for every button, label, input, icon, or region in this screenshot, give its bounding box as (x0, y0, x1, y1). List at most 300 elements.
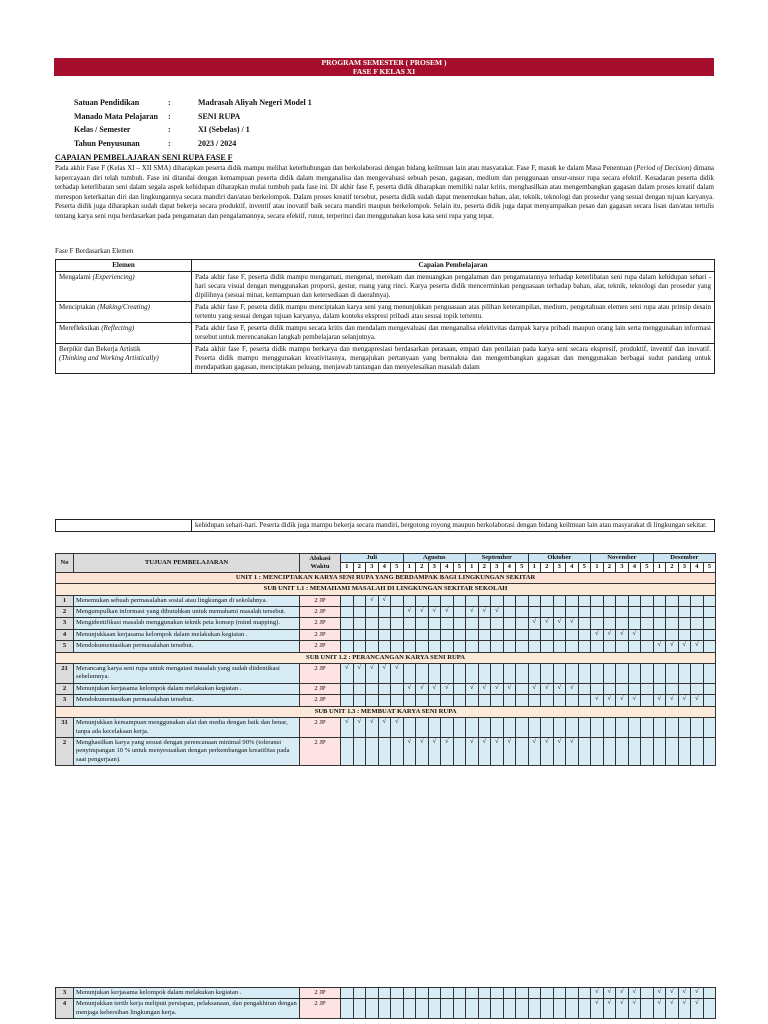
week-check-mark: √ (566, 737, 579, 765)
week-check-mark: √ (491, 683, 504, 694)
week-cell (478, 988, 491, 999)
tp-row-alokasi: 2 JP (300, 664, 341, 684)
tp-row-alokasi: 2 JP (300, 999, 341, 1019)
tp-row (56, 641, 716, 652)
week-cell (691, 595, 704, 606)
week-check-mark: √ (591, 695, 604, 706)
week-cell (391, 607, 404, 618)
tp-row-text: Mendokumentasikan permasalahan tersebut. (74, 695, 300, 706)
month-header: September (466, 554, 529, 563)
week-cell (453, 664, 466, 684)
identity-key: Satuan Pendidikan (74, 98, 140, 107)
week-cell (453, 737, 466, 765)
tp-row-alokasi: 2 JP (300, 595, 341, 606)
elemen-name-en: (Experiencing) (92, 273, 135, 281)
week-cell (553, 695, 566, 706)
week-check-mark: √ (416, 683, 429, 694)
week-check-mark: √ (653, 988, 666, 999)
week-cell (503, 988, 516, 999)
week-check-mark: √ (428, 737, 441, 765)
week-cell (628, 683, 641, 694)
week-cell (353, 695, 366, 706)
week-cell (528, 988, 541, 999)
week-check-mark: √ (416, 737, 429, 765)
elemen-capaian: Pada akhir fase F, peserta didik mampu mengamati, mengenal, merekam dan menuangkan pengalaman dan pengamatannya terhadap keterlibatan seni rupa dalam kehidupan sehari -hari secara visual dengan menggunakan proporsi, gestur, ruang yang rinci. Karya peserta didik mencerminkan penguasaan terhadap bahan, alat, teknik, teknologi dan prosedur yang dipilihnya (sesuai minat, kemampuan dan ketersediaan di daerahnya). (192, 272, 715, 302)
week-check-mark: √ (341, 664, 354, 684)
week-cell (691, 683, 704, 694)
week-check-mark: √ (666, 999, 679, 1019)
elemen-capaian: Pada akhir fase F, peserta didik mampu berkarya dan mengapresiasi berdasarkan perasaan, empati dan penilaian pada karya seni secara ekspresif, produktif, inventif dan inovatif. Peserta didik mampu menggunakan kreativitasnya, mengajukan pertanyaan yang bermakna dan mengembangkan gagasan dan menggunakan berbagai sudut pandang untuk mendapatkan gagasan, menciptakan peluang, menjawab tantangan dan menyelesaikan masalah dalam (192, 344, 715, 374)
identity-colon: : (168, 98, 171, 107)
tp-row (56, 629, 716, 640)
tp-row (56, 618, 716, 629)
week-check-mark: √ (541, 737, 554, 765)
week-check-mark: √ (466, 607, 479, 618)
week-cell (591, 683, 604, 694)
identity-value: SENI RUPA (198, 111, 241, 121)
week-cell (703, 618, 716, 629)
week-cell (378, 999, 391, 1019)
week-cell (566, 641, 579, 652)
week-cell (641, 629, 654, 640)
week-cell (553, 607, 566, 618)
week-cell (566, 695, 579, 706)
week-cell (503, 595, 516, 606)
week-cell (678, 618, 691, 629)
week-cell (378, 683, 391, 694)
tp-row (56, 737, 716, 765)
week-cell (691, 718, 704, 738)
week-cell (428, 988, 441, 999)
week-cell (503, 607, 516, 618)
week-cell (466, 664, 479, 684)
tp-row-alokasi: 2 JP (300, 695, 341, 706)
week-cell (703, 999, 716, 1019)
week-cell (503, 718, 516, 738)
elemen-name-cell (56, 344, 192, 374)
week-cell (653, 683, 666, 694)
week-check-mark: √ (366, 595, 379, 606)
tp-row-alokasi: 2 JP (300, 607, 341, 618)
week-cell (616, 683, 629, 694)
week-number: 3 (678, 563, 691, 572)
week-cell (516, 595, 529, 606)
week-cell (391, 737, 404, 765)
elemen-capaian: Pada akhir fase F, peserta didik mampu menciptakan karya seni yang menunjukkan penguasaan atas pilihan keterampilan, medium, pengetahuan elemen seni rupa atau prinsip desain tertentu yang sesuai dengan tujuan karyanya, dalam konteks ekspresi pribadi atau sesuai topik tertentu. (192, 302, 715, 323)
week-number: 3 (428, 563, 441, 572)
week-cell (453, 618, 466, 629)
week-cell (628, 718, 641, 738)
week-cell (703, 607, 716, 618)
week-cell (603, 595, 616, 606)
week-cell (516, 618, 529, 629)
week-cell (691, 664, 704, 684)
identity-row (74, 111, 312, 123)
week-cell (516, 695, 529, 706)
fase-label: Fase F Berdasarkan Elemen (55, 247, 134, 255)
week-cell (666, 683, 679, 694)
week-cell (453, 999, 466, 1019)
elemen-name: Mengalami (59, 273, 93, 281)
week-cell (353, 629, 366, 640)
week-cell (541, 988, 554, 999)
week-cell (691, 618, 704, 629)
identity-key: Kelas / Semester (74, 125, 131, 134)
week-cell (391, 595, 404, 606)
week-check-mark: √ (366, 664, 379, 684)
no-header: No (56, 554, 74, 573)
week-cell (391, 641, 404, 652)
week-cell (478, 695, 491, 706)
tujuan-pembelajaran-table (55, 553, 716, 766)
week-cell (441, 664, 454, 684)
week-check-mark: √ (478, 737, 491, 765)
week-check-mark: √ (503, 737, 516, 765)
week-cell (466, 629, 479, 640)
week-cell (503, 618, 516, 629)
week-check-mark: √ (691, 988, 704, 999)
week-cell (453, 641, 466, 652)
week-cell (553, 999, 566, 1019)
week-cell (416, 618, 429, 629)
unit-row (56, 572, 716, 583)
tp-row-number: 3 (56, 618, 74, 629)
week-cell (628, 641, 641, 652)
tp-row-alokasi: 2 JP (300, 641, 341, 652)
week-cell (366, 607, 379, 618)
week-cell (366, 618, 379, 629)
elemen-name: Merefleksikan (59, 324, 102, 332)
week-check-mark: √ (666, 695, 679, 706)
tp-row-alokasi: 2 JP (300, 629, 341, 640)
tp-row-number: 2 (56, 683, 74, 694)
week-cell (491, 988, 504, 999)
week-cell (528, 641, 541, 652)
week-cell (566, 607, 579, 618)
tujuan-header: TUJUAN PEMBELAJARAN (74, 554, 300, 573)
week-cell (703, 737, 716, 765)
week-cell (691, 737, 704, 765)
elemen-name-cell (56, 302, 192, 323)
week-check-mark: √ (353, 718, 366, 738)
tp-row-alokasi: 2 JP (300, 618, 341, 629)
week-cell (478, 595, 491, 606)
week-cell (653, 595, 666, 606)
identity-colon: : (168, 125, 171, 134)
sub-unit-title: SUB UNIT 1.3 : MEMBUAT KARYA SENI RUPA (56, 706, 716, 717)
elemen-name: Menciptakan (59, 303, 98, 311)
week-cell (641, 988, 654, 999)
week-check-mark: √ (466, 683, 479, 694)
week-cell (453, 629, 466, 640)
tp-row-alokasi: 2 JP (300, 683, 341, 694)
tp-row-text: Menunjukkan kemampuan menggunakan alat dan media dengan baik dan benar, tanpa ada kecelakaan kerja. (74, 718, 300, 738)
tp-header-months (56, 554, 716, 563)
week-cell (341, 999, 354, 1019)
week-cell (578, 718, 591, 738)
week-cell (491, 618, 504, 629)
capaian-header: Capaian Pembelajaran (192, 260, 715, 272)
week-cell (503, 695, 516, 706)
week-cell (491, 695, 504, 706)
week-cell (366, 695, 379, 706)
week-cell (553, 988, 566, 999)
week-cell (403, 988, 416, 999)
week-cell (453, 595, 466, 606)
week-cell (341, 595, 354, 606)
week-cell (491, 641, 504, 652)
week-cell (478, 629, 491, 640)
week-cell (678, 629, 691, 640)
week-check-mark: √ (603, 988, 616, 999)
week-cell (541, 718, 554, 738)
week-cell (516, 683, 529, 694)
week-check-mark: √ (678, 641, 691, 652)
week-check-mark: √ (428, 683, 441, 694)
week-cell (478, 718, 491, 738)
week-cell (553, 629, 566, 640)
identity-row (74, 124, 312, 136)
cp-text-1: Pada akhir Fase F (Kelas XI – XII SMA) diharapkan peserta didik mampu melihat keterhubungan dan berkolaborasi dengan bidang keilmuan lain atau masyarakat. Fase F, masuk ke dalam Masa Penentuan ( (55, 164, 637, 172)
week-number: 1 (466, 563, 479, 572)
week-cell (541, 595, 554, 606)
week-cell (478, 641, 491, 652)
week-check-mark: √ (491, 607, 504, 618)
week-cell (666, 718, 679, 738)
week-cell (428, 595, 441, 606)
week-cell (566, 595, 579, 606)
week-check-mark: √ (653, 641, 666, 652)
week-cell (666, 629, 679, 640)
week-cell (441, 999, 454, 1019)
week-cell (378, 988, 391, 999)
week-check-mark: √ (691, 695, 704, 706)
week-check-mark: √ (591, 629, 604, 640)
week-cell (516, 737, 529, 765)
week-number: 1 (591, 563, 604, 572)
week-cell (553, 664, 566, 684)
week-cell (341, 683, 354, 694)
week-cell (703, 718, 716, 738)
week-check-mark: √ (553, 683, 566, 694)
week-number: 3 (616, 563, 629, 572)
week-check-mark: √ (541, 618, 554, 629)
week-cell (516, 988, 529, 999)
identity-key: Tahun Penyusunan (74, 138, 140, 148)
identity-key: Manado Mata Pelajaran (74, 111, 158, 121)
tp-row (56, 664, 716, 684)
tp-row-number: 1 (56, 595, 74, 606)
week-cell (453, 695, 466, 706)
week-check-mark: √ (403, 683, 416, 694)
week-cell (516, 629, 529, 640)
week-cell (566, 988, 579, 999)
elemen-name-en: (Thinking and Working Artistically) (59, 354, 159, 362)
week-check-mark: √ (553, 737, 566, 765)
week-cell (541, 664, 554, 684)
week-check-mark: √ (566, 683, 579, 694)
tp-row-alokasi: 2 JP (300, 988, 341, 999)
week-cell (666, 607, 679, 618)
page-subtitle: FASE F KELAS XI (352, 67, 416, 76)
week-cell (641, 618, 654, 629)
week-cell (353, 607, 366, 618)
tp-row-number: 3 (56, 695, 74, 706)
elemen-name-cell (56, 272, 192, 302)
week-cell (603, 718, 616, 738)
tp-row (56, 683, 716, 694)
tp-row (56, 718, 716, 738)
week-number: 1 (403, 563, 416, 572)
week-cell (503, 641, 516, 652)
tp-row-number: 4 (56, 629, 74, 640)
month-header: Juli (341, 554, 404, 563)
week-cell (578, 641, 591, 652)
week-check-mark: √ (378, 664, 391, 684)
week-cell (641, 718, 654, 738)
week-cell (366, 683, 379, 694)
week-cell (453, 683, 466, 694)
week-cell (541, 629, 554, 640)
week-cell (528, 607, 541, 618)
week-cell (653, 718, 666, 738)
week-cell (416, 695, 429, 706)
week-cell (391, 695, 404, 706)
week-cell (616, 607, 629, 618)
week-check-mark: √ (353, 664, 366, 684)
week-number: 4 (691, 563, 704, 572)
week-cell (353, 737, 366, 765)
week-check-mark: √ (616, 999, 629, 1019)
week-cell (616, 718, 629, 738)
week-check-mark: √ (403, 607, 416, 618)
tp-row-text: Mendokumentasikan permasalahan tersebut. (74, 641, 300, 652)
week-check-mark: √ (378, 595, 391, 606)
week-cell (416, 629, 429, 640)
week-check-mark: √ (428, 607, 441, 618)
month-header: Oktober (528, 554, 591, 563)
week-number: 2 (603, 563, 616, 572)
week-cell (503, 629, 516, 640)
tp-row (56, 607, 716, 618)
week-cell (391, 629, 404, 640)
week-check-mark: √ (678, 999, 691, 1019)
elemen-name-en: (Making/Creating) (97, 303, 150, 311)
week-cell (341, 618, 354, 629)
week-cell (416, 664, 429, 684)
week-check-mark: √ (603, 999, 616, 1019)
week-number: 2 (666, 563, 679, 572)
week-cell (353, 999, 366, 1019)
week-cell (441, 641, 454, 652)
week-cell (666, 664, 679, 684)
week-cell (453, 718, 466, 738)
continuation-text: kehidupan sehari-hari. Peserta didik juga mampu bekerja secara mandiri, bergotong royong maupun berkolaborasi dengan bidang keilmuan lain atau masyarakat di lingkungan sekitar. (192, 520, 715, 532)
unit-title: UNIT 1 : MENCIPTAKAN KARYA SENI RUPA YANG BERDAMPAK BAGI LINGKUNGAN SEKITAR (56, 572, 716, 583)
week-cell (366, 641, 379, 652)
month-header: November (591, 554, 654, 563)
week-cell (591, 618, 604, 629)
week-cell (578, 737, 591, 765)
week-number: 5 (391, 563, 404, 572)
week-cell (703, 988, 716, 999)
week-cell (578, 607, 591, 618)
week-cell (603, 641, 616, 652)
week-cell (428, 695, 441, 706)
week-cell (616, 618, 629, 629)
week-cell (441, 595, 454, 606)
week-cell (703, 695, 716, 706)
week-cell (353, 618, 366, 629)
week-cell (516, 999, 529, 1019)
week-cell (441, 988, 454, 999)
tp-row-text: Menunjukkaan kerjasama kelompok dalam melakukan kegiatan . (74, 629, 300, 640)
week-cell (578, 618, 591, 629)
elemen-row (56, 344, 715, 374)
week-cell (341, 695, 354, 706)
week-cell (653, 618, 666, 629)
week-cell (516, 664, 529, 684)
week-check-mark: √ (491, 737, 504, 765)
week-number: 4 (628, 563, 641, 572)
elemen-table (55, 259, 715, 374)
week-cell (341, 641, 354, 652)
week-cell (353, 988, 366, 999)
week-cell (428, 641, 441, 652)
week-number: 1 (528, 563, 541, 572)
week-cell (453, 607, 466, 618)
identity-row (74, 97, 312, 109)
week-cell (416, 718, 429, 738)
week-cell (466, 999, 479, 1019)
identity-value: XI (Sebelas) / 1 (198, 125, 250, 134)
week-cell (503, 999, 516, 1019)
week-cell (566, 664, 579, 684)
week-check-mark: √ (566, 618, 579, 629)
tp-row-number: 4 (56, 999, 74, 1019)
tujuan-pembelajaran-table-continued (55, 987, 716, 1019)
tp-row-text: Mengumpulkan informasi yang dibutuhkan untuk memahami masalah tersebut. (74, 607, 300, 618)
elemen-table-continuation (55, 519, 715, 532)
week-cell (591, 718, 604, 738)
week-cell (678, 737, 691, 765)
tp-row-alokasi: 2 JP (300, 737, 341, 765)
week-cell (603, 664, 616, 684)
elemen-row (56, 323, 715, 344)
week-cell (428, 664, 441, 684)
week-check-mark: √ (528, 618, 541, 629)
week-number: 3 (366, 563, 379, 572)
tp-row (56, 695, 716, 706)
week-check-mark: √ (441, 737, 454, 765)
tp-row-text: Menunjukkan tertib kerja meliputi persiapan, pelaksanaan, dan pengakhiran dengan menjaga kebersihan lingkungan kerja. (74, 999, 300, 1019)
week-cell (428, 618, 441, 629)
week-cell (591, 607, 604, 618)
week-cell (703, 641, 716, 652)
week-cell (641, 664, 654, 684)
week-check-mark: √ (691, 641, 704, 652)
week-check-mark: √ (628, 695, 641, 706)
week-cell (616, 664, 629, 684)
week-cell (528, 664, 541, 684)
week-cell (553, 595, 566, 606)
week-cell (628, 737, 641, 765)
week-cell (491, 629, 504, 640)
week-check-mark: √ (616, 695, 629, 706)
week-cell (641, 595, 654, 606)
week-cell (553, 641, 566, 652)
week-cell (353, 641, 366, 652)
